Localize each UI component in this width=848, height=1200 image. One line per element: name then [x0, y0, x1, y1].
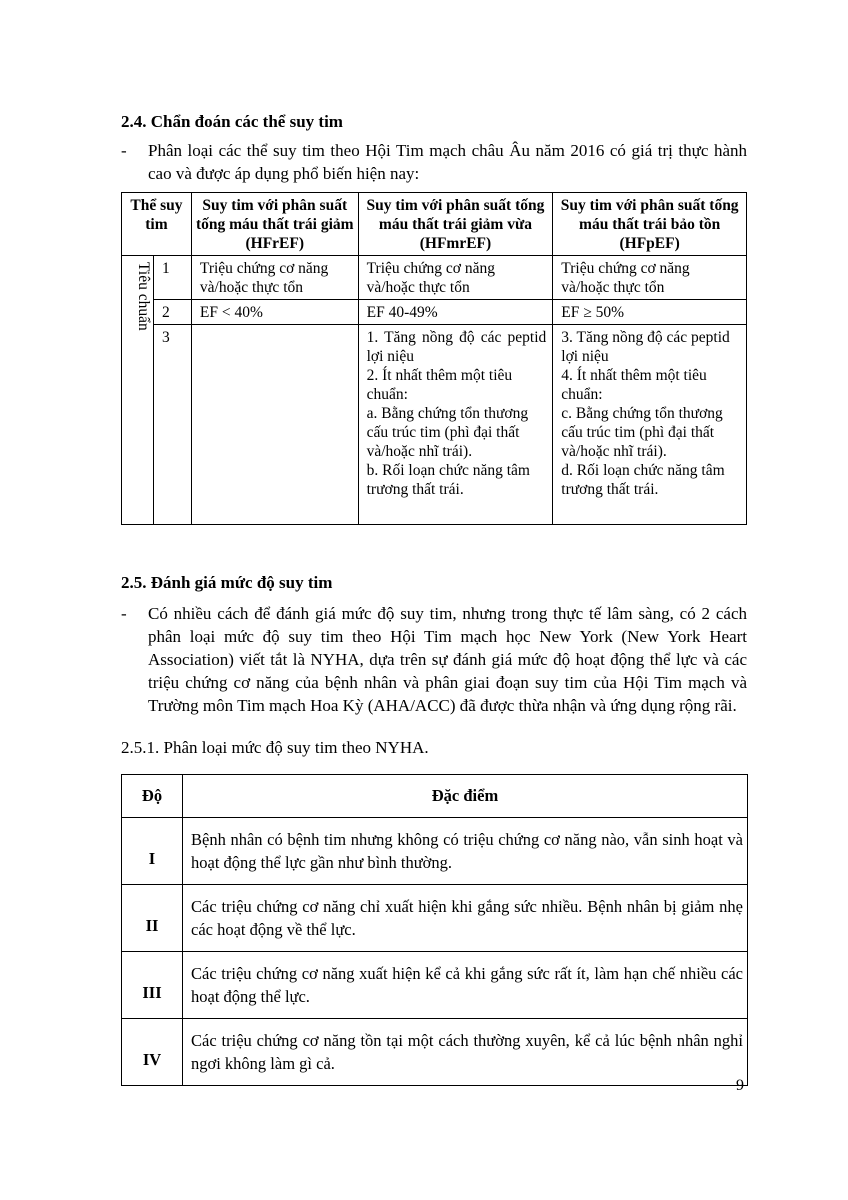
header-hfpef: Suy tim với phân suất tống máu thất trái bảo tồn (HFpEF)	[553, 193, 747, 256]
nyha-classification-table	[121, 774, 748, 1086]
table-row	[122, 1019, 748, 1086]
criterion-subitem: c. Bằng chứng tổn thương cấu trúc tim (phì đại thất và/hoặc nhĩ trái).	[561, 405, 723, 460]
table-header-row	[122, 775, 748, 818]
header-description: Đặc điểm	[183, 775, 748, 818]
criterion-item: 2. Ít nhất thêm một tiêu chuẩn:	[366, 367, 513, 403]
table-row	[122, 325, 747, 525]
section-2-5-1-heading: 2.5.1. Phân loại mức độ suy tim theo NYHA.	[121, 738, 429, 757]
table-row	[122, 818, 748, 885]
criterion-item: 1. Tăng nồng độ các peptid lợi niệu	[366, 329, 547, 365]
cell-hfref: EF < 40%	[191, 300, 358, 325]
section-2-4-bullet	[121, 139, 747, 185]
table-row	[122, 885, 748, 952]
criterion-item: 3. Tăng nồng độ các peptid lợi niệu	[561, 329, 730, 365]
section-2-5-bullet	[121, 602, 747, 738]
description-cell: Các triệu chứng cơ năng xuất hiện kể cả khi gắng sức rất ít, làm hạn chế nhiều các hoạt động thể lực.	[183, 952, 748, 1019]
page-number: 9	[736, 1077, 744, 1094]
section-2-5-heading: 2.5. Đánh giá mức độ suy tim	[121, 573, 333, 592]
header-type: Thể suy tim	[122, 193, 192, 256]
cell-hfpef-criteria	[553, 325, 747, 525]
criteria-label: Tiêu chuẩn	[122, 256, 154, 525]
criterion-item: 4. Ít nhất thêm một tiêu chuẩn:	[561, 367, 707, 403]
table-row	[122, 256, 747, 300]
description-cell: Bệnh nhân có bệnh tim nhưng không có triệu chứng cơ năng nào, vẫn sinh hoạt và hoạt động thể lực gần như bình thường.	[183, 818, 748, 885]
cell-hfmref: Triệu chứng cơ năng và/hoặc thực tổn	[358, 256, 553, 300]
bullet-dash: -	[121, 141, 127, 160]
table-row	[122, 952, 748, 1019]
bullet-text: Có nhiều cách để đánh giá mức độ suy tim, nhưng trong thực tế lâm sàng, có 2 cách phân loại mức độ suy tim theo Hội Tim mạch học New York (New York Heart Association) viết tắt là NYHA, dựa trên sự đánh giá mức độ hoạt động thể lực và các triệu chứng cơ năng của bệnh nhân và phân giai đoạn suy tim của Hội Tim mạch và Trường môn Tim mạch Hoa Kỳ (AHA/ACC) đã được thừa nhận và ứng dụng rộng rãi.	[148, 604, 747, 715]
degree-cell: IV	[122, 1019, 183, 1086]
description-cell: Các triệu chứng cơ năng tồn tại một cách thường xuyên, kể cả lúc bệnh nhân nghỉ ngơi không làm gì cả.	[183, 1019, 748, 1086]
degree-cell: I	[122, 818, 183, 885]
heart-failure-types-table	[121, 192, 747, 525]
cell-hfref: Triệu chứng cơ năng và/hoặc thực tổn	[191, 256, 358, 300]
section-2-4-heading: 2.4. Chẩn đoán các thể suy tim	[121, 112, 343, 131]
table-header-row	[122, 193, 747, 256]
cell-hfpef: Triệu chứng cơ năng và/hoặc thực tổn	[553, 256, 747, 300]
header-hfmref: Suy tim với phân suất tống máu thất trái giảm vừa (HFmrEF)	[358, 193, 553, 256]
cell-hfmref-criteria	[358, 325, 553, 525]
row-number: 3	[153, 325, 191, 525]
cell-hfpef: EF ≥ 50%	[553, 300, 747, 325]
bullet-dash: -	[121, 604, 127, 623]
degree-cell: III	[122, 952, 183, 1019]
criterion-subitem: d. Rối loạn chức năng tâm trương thất trái.	[561, 462, 725, 498]
table-row	[122, 300, 747, 325]
description-cell: Các triệu chứng cơ năng chỉ xuất hiện khi gắng sức nhiều. Bệnh nhân bị giảm nhẹ các hoạt động về thể lực.	[183, 885, 748, 952]
header-hfref: Suy tim với phân suất tống máu thất trái giảm (HFrEF)	[191, 193, 358, 256]
row-number: 1	[153, 256, 191, 300]
criterion-subitem: b. Rối loạn chức năng tâm trương thất trái.	[366, 462, 530, 498]
degree-cell: II	[122, 885, 183, 952]
header-degree: Độ	[122, 775, 183, 818]
cell-hfref	[191, 325, 358, 525]
row-number: 2	[153, 300, 191, 325]
bullet-text: Phân loại các thể suy tim theo Hội Tim mạch châu Âu năm 2016 có giá trị thực hành cao và được áp dụng phổ biến hiện nay:	[148, 141, 747, 183]
criterion-subitem: a. Bằng chứng tổn thương cấu trúc tim (phì đại thất và/hoặc nhĩ trái).	[366, 405, 529, 460]
cell-hfmref: EF 40-49%	[358, 300, 553, 325]
